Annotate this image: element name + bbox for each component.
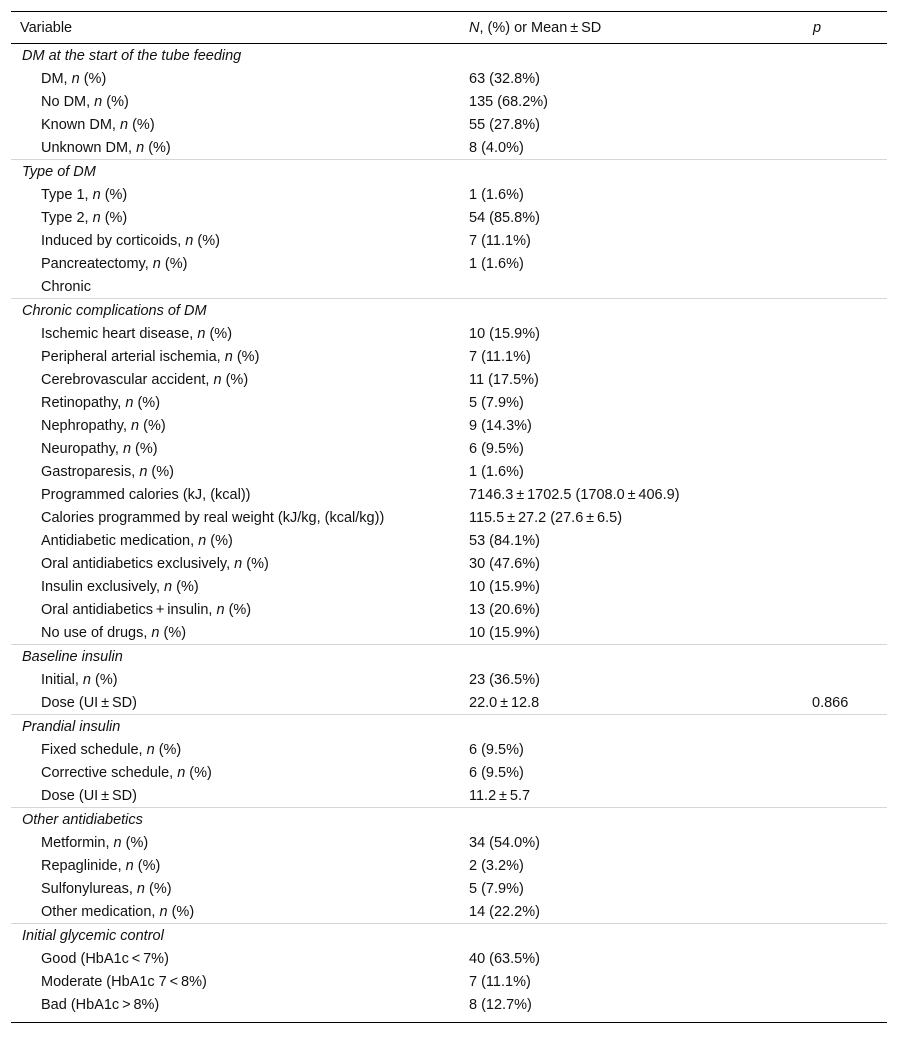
table-row <box>11 738 887 761</box>
n-italic: n <box>216 601 225 618</box>
table-row <box>11 67 887 90</box>
variable-label: Gastroparesis, <box>41 463 140 480</box>
variable-cell <box>11 602 459 618</box>
table-bottom-rule <box>11 1016 887 1023</box>
variable-suffix: (%) <box>167 903 195 920</box>
table-row <box>11 483 887 506</box>
variable-cell <box>11 533 459 549</box>
n-italic: n <box>164 578 173 595</box>
value-cell: 10 (15.9%) <box>469 325 540 342</box>
n-italic: n <box>113 834 122 851</box>
variable-label: No use of drugs, <box>41 624 152 641</box>
header-stat-rest: , (%) or Mean ± SD <box>479 19 602 36</box>
variable-label: Retinopathy, <box>41 394 126 411</box>
header-stat-n: N <box>469 19 480 36</box>
variable-label: Cerebrovascular accident, <box>41 371 214 388</box>
variable-cell <box>11 418 459 434</box>
variable-label: Type 2, <box>41 209 93 226</box>
table-row <box>11 90 887 113</box>
value-cell: 13 (20.6%) <box>469 601 540 618</box>
group-title-row <box>11 807 887 831</box>
variable-suffix: (%) <box>221 371 249 388</box>
variable-label: Unknown DM, <box>41 139 137 156</box>
value-cell: 1 (1.6%) <box>469 255 524 272</box>
table-row <box>11 437 887 460</box>
row-group <box>11 298 887 644</box>
table-row <box>11 414 887 437</box>
n-italic: n <box>92 209 101 226</box>
value-cell: 54 (85.8%) <box>469 209 540 226</box>
variable-suffix: (%) <box>100 209 128 226</box>
table-row <box>11 575 887 598</box>
variable-suffix: (%) <box>206 532 233 549</box>
value-cell: 7 (11.1%) <box>469 973 531 990</box>
n-italic: n <box>224 348 233 365</box>
variable-suffix: (%) <box>205 325 233 342</box>
variable-label: Peripheral arterial ischemia, <box>41 348 225 365</box>
data-table <box>11 11 887 1023</box>
variable-cell <box>11 395 459 411</box>
group-title-row <box>11 644 887 668</box>
variable-cell <box>11 187 459 203</box>
table-row <box>11 206 887 229</box>
variable-suffix: (%) <box>100 186 128 203</box>
n-italic: n <box>82 671 91 688</box>
variable-suffix: (%) <box>102 93 129 110</box>
value-cell: 2 (3.2%) <box>469 857 524 874</box>
group-title: Prandial insulin <box>22 718 121 735</box>
variable-suffix: (%) <box>172 578 199 595</box>
variable-cell <box>11 487 459 503</box>
table-row <box>11 621 887 644</box>
n-italic: n <box>234 555 243 572</box>
group-title: Baseline insulin <box>22 648 123 665</box>
variable-suffix: (%) <box>154 741 182 758</box>
value-cell: 40 (63.5%) <box>469 950 540 967</box>
variable-cell <box>11 279 459 295</box>
n-italic: n <box>71 70 80 87</box>
table-row <box>11 970 887 993</box>
variable-suffix: (%) <box>242 555 269 572</box>
p-cell: 0.866 <box>812 694 849 711</box>
variable-suffix: (%) <box>133 394 161 411</box>
variable-cell <box>11 788 459 804</box>
value-cell: 7 (11.1%) <box>469 348 531 365</box>
variable-label: Known DM, <box>41 116 120 133</box>
variable-label: Nephropathy, <box>41 417 132 434</box>
group-title-row <box>11 44 887 67</box>
variable-cell <box>11 441 459 457</box>
table-row <box>11 345 887 368</box>
variable-cell <box>11 881 459 897</box>
value-cell: 6 (9.5%) <box>469 741 524 758</box>
variable-cell <box>11 210 459 226</box>
value-cell: 11 (17.5%) <box>469 371 539 388</box>
table-row <box>11 854 887 877</box>
table-row <box>11 460 887 483</box>
variable-label: Corrective schedule, <box>41 764 178 781</box>
n-italic: n <box>92 186 101 203</box>
variable-label: Other medication, <box>41 903 160 920</box>
value-cell: 7 (11.1%) <box>469 232 531 249</box>
variable-cell <box>11 765 459 781</box>
value-cell: 1 (1.6%) <box>469 463 524 480</box>
value-cell: 7146.3 ± 1702.5 (1708.0 ± 406.9) <box>469 486 680 503</box>
value-cell: 23 (36.5%) <box>469 671 540 688</box>
variable-label: Type 1, <box>41 186 93 203</box>
table-row <box>11 252 887 275</box>
variable-cell <box>11 672 459 688</box>
variable-label: Dose (UI ± SD) <box>41 787 137 804</box>
table-row <box>11 761 887 784</box>
variable-label: Chronic <box>41 278 91 295</box>
variable-cell <box>11 997 459 1013</box>
n-italic: n <box>125 394 134 411</box>
table-row <box>11 506 887 529</box>
variable-label: No DM, <box>41 93 95 110</box>
header-variable: Variable <box>20 19 73 36</box>
variable-label: Bad (HbA1c > 8%) <box>41 996 160 1013</box>
value-cell: 5 (7.9%) <box>469 880 524 897</box>
group-title: Type of DM <box>22 163 96 180</box>
group-title: DM at the start of the tube feeding <box>22 47 242 64</box>
value-cell: 14 (22.2%) <box>469 903 540 920</box>
n-italic: n <box>131 417 140 434</box>
variable-cell <box>11 974 459 990</box>
n-italic: n <box>185 232 194 249</box>
variable-suffix: (%) <box>121 834 149 851</box>
table-row <box>11 183 887 206</box>
variable-label: Oral antidiabetics + insulin, <box>41 601 217 618</box>
n-italic: n <box>152 255 161 272</box>
value-cell: 135 (68.2%) <box>469 93 548 110</box>
variable-label: Initial, <box>41 671 83 688</box>
variable-cell <box>11 858 459 874</box>
value-cell: 55 (27.8%) <box>469 116 540 133</box>
variable-label: Metformin, <box>41 834 114 851</box>
variable-suffix: (%) <box>91 671 118 688</box>
value-cell: 8 (4.0%) <box>469 139 524 156</box>
group-title: Initial glycemic control <box>22 927 164 944</box>
variable-suffix: (%) <box>145 880 172 897</box>
variable-label: Fixed schedule, <box>41 741 147 758</box>
variable-cell <box>11 372 459 388</box>
value-cell: 11.2 ± 5.7 <box>469 787 531 804</box>
variable-label: Insulin exclusively, <box>41 578 165 595</box>
variable-suffix: (%) <box>144 139 171 156</box>
variable-label: Oral antidiabetics exclusively, <box>41 555 235 572</box>
variable-cell <box>11 625 459 641</box>
n-italic: n <box>146 741 155 758</box>
value-cell: 22.0 ± 12.8 <box>469 694 540 711</box>
value-cell: 10 (15.9%) <box>469 578 540 595</box>
n-italic: n <box>151 624 160 641</box>
value-cell: 6 (9.5%) <box>469 440 524 457</box>
variable-cell <box>11 579 459 595</box>
row-group <box>11 923 887 1016</box>
table-row <box>11 668 887 691</box>
n-italic: n <box>159 903 168 920</box>
table-row <box>11 598 887 621</box>
header-stat <box>459 20 801 36</box>
variable-suffix: (%) <box>133 857 161 874</box>
variable-cell <box>11 117 459 133</box>
n-italic: n <box>177 764 186 781</box>
n-italic: n <box>136 880 145 897</box>
variable-label: Ischemic heart disease, <box>41 325 198 342</box>
group-title-row <box>11 298 887 322</box>
row-group <box>11 44 887 159</box>
n-italic: n <box>139 463 148 480</box>
variable-cell <box>11 951 459 967</box>
variable-label: Repaglinide, <box>41 857 126 874</box>
variable-cell <box>11 326 459 342</box>
n-italic: n <box>122 440 132 457</box>
table-body <box>11 44 887 1016</box>
variable-label: DM, <box>41 70 72 87</box>
value-cell: 9 (14.3%) <box>469 417 532 434</box>
table-header <box>11 11 887 44</box>
row-group <box>11 807 887 923</box>
table-row <box>11 993 887 1016</box>
table-row <box>11 113 887 136</box>
variable-label: Good (HbA1c < 7%) <box>41 950 169 967</box>
variable-cell <box>11 71 459 87</box>
variable-suffix: (%) <box>79 70 107 87</box>
group-title-row <box>11 923 887 947</box>
variable-label: Programmed calories (kJ, (kcal)) <box>41 486 251 503</box>
row-group <box>11 644 887 714</box>
variable-suffix: (%) <box>224 601 252 618</box>
variable-suffix: (%) <box>185 764 212 781</box>
variable-cell <box>11 695 459 711</box>
group-title: Chronic complications of DM <box>22 302 207 319</box>
table-row <box>11 691 887 714</box>
variable-suffix: (%) <box>160 255 188 272</box>
variable-suffix: (%) <box>131 440 158 457</box>
table-row <box>11 947 887 970</box>
header-p: p <box>813 19 822 36</box>
variable-cell <box>11 140 459 156</box>
variable-label: Moderate (HbA1c 7 < 8%) <box>41 973 207 990</box>
group-title-row <box>11 159 887 183</box>
variable-cell <box>11 556 459 572</box>
variable-cell <box>11 510 459 526</box>
table-row <box>11 552 887 575</box>
variable-label: Pancreatectomy, <box>41 255 153 272</box>
variable-cell <box>11 464 459 480</box>
value-cell: 8 (12.7%) <box>469 996 532 1013</box>
variable-suffix: (%) <box>128 116 155 133</box>
variable-label: Antidiabetic medication, <box>41 532 199 549</box>
variable-suffix: (%) <box>147 463 174 480</box>
table-row <box>11 136 887 159</box>
variable-label: Calories programmed by real weight (kJ/kg, (kcal/kg)) <box>41 509 385 526</box>
n-italic: n <box>213 371 222 388</box>
group-title: Other antidiabetics <box>22 811 143 828</box>
n-italic: n <box>198 532 207 549</box>
n-italic: n <box>197 325 206 342</box>
value-cell: 115.5 ± 27.2 (27.6 ± 6.5) <box>469 509 623 526</box>
n-italic: n <box>136 139 145 156</box>
value-cell: 10 (15.9%) <box>469 624 540 641</box>
table-row <box>11 877 887 900</box>
table-row <box>11 831 887 854</box>
table-row <box>11 229 887 252</box>
variable-cell <box>11 349 459 365</box>
value-cell: 34 (54.0%) <box>469 834 540 851</box>
table-row <box>11 784 887 807</box>
variable-label: Neuropathy, <box>41 440 123 457</box>
row-group <box>11 714 887 807</box>
row-group <box>11 159 887 298</box>
variable-suffix: (%) <box>232 348 260 365</box>
variable-cell <box>11 835 459 851</box>
value-cell: 5 (7.9%) <box>469 394 524 411</box>
value-cell: 63 (32.8%) <box>469 70 540 87</box>
variable-cell <box>11 256 459 272</box>
value-cell: 53 (84.1%) <box>469 532 540 549</box>
n-italic: n <box>125 857 134 874</box>
table-row <box>11 322 887 345</box>
variable-cell <box>11 904 459 920</box>
table-row <box>11 529 887 552</box>
value-cell: 1 (1.6%) <box>469 186 524 203</box>
n-italic: n <box>119 116 129 133</box>
table-row <box>11 368 887 391</box>
value-cell: 6 (9.5%) <box>469 764 524 781</box>
table-row <box>11 900 887 923</box>
table-row <box>11 275 887 298</box>
variable-cell <box>11 94 459 110</box>
variable-label: Induced by corticoids, <box>41 232 186 249</box>
variable-suffix: (%) <box>193 232 220 249</box>
variable-suffix: (%) <box>139 417 166 434</box>
variable-cell <box>11 233 459 249</box>
variable-label: Dose (UI ± SD) <box>41 694 137 711</box>
value-cell: 30 (47.6%) <box>469 555 540 572</box>
variable-cell <box>11 742 459 758</box>
variable-suffix: (%) <box>159 624 187 641</box>
table-row <box>11 391 887 414</box>
variable-label: Sulfonylureas, <box>41 880 137 897</box>
n-italic: n <box>94 93 103 110</box>
group-title-row <box>11 714 887 738</box>
